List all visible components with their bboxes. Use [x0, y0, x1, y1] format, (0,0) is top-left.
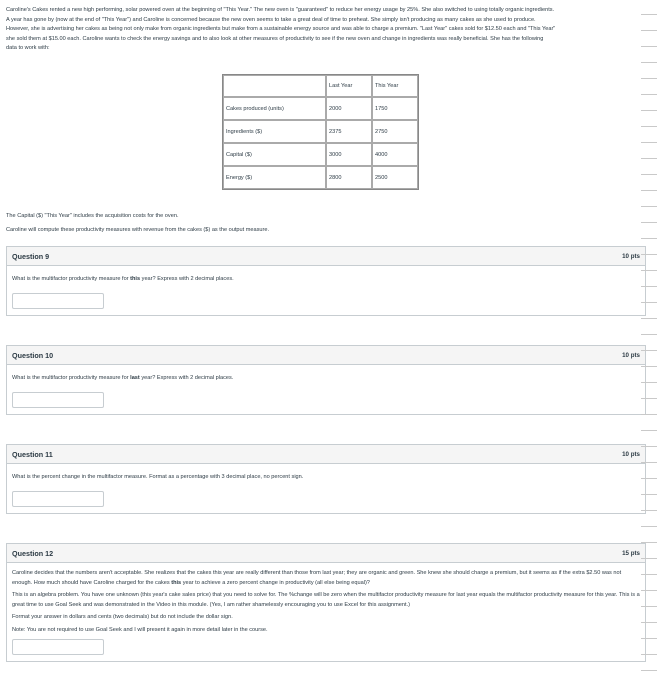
- question-9: [6, 246, 646, 316]
- table-row: [223, 97, 418, 120]
- intro-line: A year has gone by (now at the end of "This Year") and Caroline is concerned because the new oven seems to take a great deal of time to preheat. She simply isn't producing as many cakes as she used to produce.: [6, 16, 536, 23]
- question-format-note: Format your answer in dollars and cents (two decimals) but do not include the dollar sign.: [12, 614, 233, 621]
- row-label: Ingredients ($): [223, 120, 326, 143]
- question-12: [6, 543, 646, 662]
- revenue-note: Caroline will compute these productivity measures with revenue from the cakes ($) as the output measure.: [6, 227, 270, 233]
- row-label: Cakes produced (units): [223, 97, 326, 120]
- row-label: Capital ($): [223, 143, 326, 166]
- question-text: What is the percent change in the multifactor measure. Format as a percentage with 3 decimal place, no percent sign.: [12, 474, 304, 480]
- question-text-part: Caroline decides that the numbers aren't acceptable. She realizes that the cakes this year are really different than those from last year; they are organic and green. She knew she should charge a premium, but it seems as if the extra $2.50 was not enough. How much should have Caroline charged for the cakes: [12, 570, 622, 586]
- question-points: 10 pts: [622, 351, 640, 359]
- table-row: [223, 143, 418, 166]
- intro-text: [6, 6, 646, 54]
- notes: [6, 209, 269, 237]
- data-table: [222, 74, 419, 190]
- table-header-last-year: Last Year: [326, 75, 372, 97]
- question-title: Question 11: [12, 449, 53, 459]
- cell-this-year: 2750: [372, 120, 418, 143]
- cell-this-year: 4000: [372, 143, 418, 166]
- table-row: [223, 120, 418, 143]
- row-label: Energy ($): [223, 166, 326, 189]
- quiz-page: [6, 6, 646, 633]
- question-text-part: year to achieve a zero percent change in productivity (all else being equal)?: [181, 579, 370, 586]
- intro-line: Caroline's Cakes rented a new high performing, solar powered oven at the beginning of "This Year." The new oven is "guaranteed" to reduce her energy usage by 25%. She also switched to using totally organic ingredients.: [6, 7, 555, 13]
- table-header-this-year: This Year: [372, 75, 418, 97]
- question-text-emphasis: last: [130, 375, 140, 381]
- question-text-part: year? Express with 2 decimal places.: [139, 375, 234, 381]
- question-points: 10 pts: [622, 252, 640, 260]
- cell-last-year: 3000: [326, 143, 372, 166]
- intro-line: data to work with:: [6, 45, 50, 52]
- question-points: 15 pts: [622, 549, 640, 557]
- right-margin-rules: [641, 0, 659, 690]
- question-text: [12, 374, 640, 384]
- question-text-part: What is the multifactor productivity measure for: [12, 375, 131, 381]
- capital-note: The Capital ($) "This Year" includes the acquisition costs for the oven.: [6, 213, 179, 219]
- question-text: [12, 569, 640, 588]
- question-points: 10 pts: [622, 450, 640, 458]
- question-text-emphasis: this: [171, 579, 182, 586]
- question-body: [7, 365, 645, 414]
- question-body: [7, 464, 645, 513]
- table-row: [223, 166, 418, 189]
- table-header-row: [223, 75, 418, 97]
- question-instructions: This is an algebra problem. You have one unknown (this year's cake sales price) that you need to solve for. The %change will be zero when the multifactor productivity measure for last year equals the multifactor productivity measure for this year. This is a great time to use Goal Seek and was demonstrated in the Video in this module. (Yes, I am rather shamelessly encouraging you to use Excel for this assignment.): [12, 592, 640, 608]
- question-text-part: year? Express with 2 decimal places.: [140, 276, 234, 282]
- question-body: [7, 563, 645, 661]
- answer-input[interactable]: [12, 639, 104, 655]
- question-header: [7, 346, 645, 365]
- table-header-blank: [223, 75, 326, 97]
- question-10: [6, 345, 646, 415]
- question-header: [7, 247, 645, 266]
- question-body: [7, 266, 645, 315]
- cell-this-year: 2500: [372, 166, 418, 189]
- question-text-emphasis: this: [130, 276, 141, 282]
- question-title: Question 9: [12, 251, 50, 261]
- cell-this-year: 1750: [372, 97, 418, 120]
- question-11: [6, 444, 646, 514]
- question-title: Question 12: [12, 548, 54, 558]
- answer-input[interactable]: [12, 491, 104, 507]
- question-header: [7, 544, 645, 563]
- intro-line: she sold them at $15.00 each. Caroline wants to check the energy savings and to also look at other measures of productivity to see if the new oven and change in ingredients was really beneficial. She has the following: [6, 35, 544, 42]
- answer-input[interactable]: [12, 392, 104, 408]
- answer-input[interactable]: [12, 293, 104, 309]
- cell-last-year: 2800: [326, 166, 372, 189]
- question-header: [7, 445, 645, 464]
- cell-last-year: 2375: [326, 120, 372, 143]
- question-note: Note: You are not required to use Goal Seek and I will present it again in more detail later in the course.: [12, 626, 268, 633]
- question-text-part: What is the multifactor productivity measure for: [12, 276, 131, 282]
- cell-last-year: 2000: [326, 97, 372, 120]
- question-text: [12, 275, 640, 285]
- intro-line: However, she is advertising her cakes as being not only make from organic ingredients but make from a sustainable energy source and was able to charge a premium. "Last Year" cakes sold for $12.50 each and "This Year": [6, 26, 556, 33]
- question-title: Question 10: [12, 350, 54, 360]
